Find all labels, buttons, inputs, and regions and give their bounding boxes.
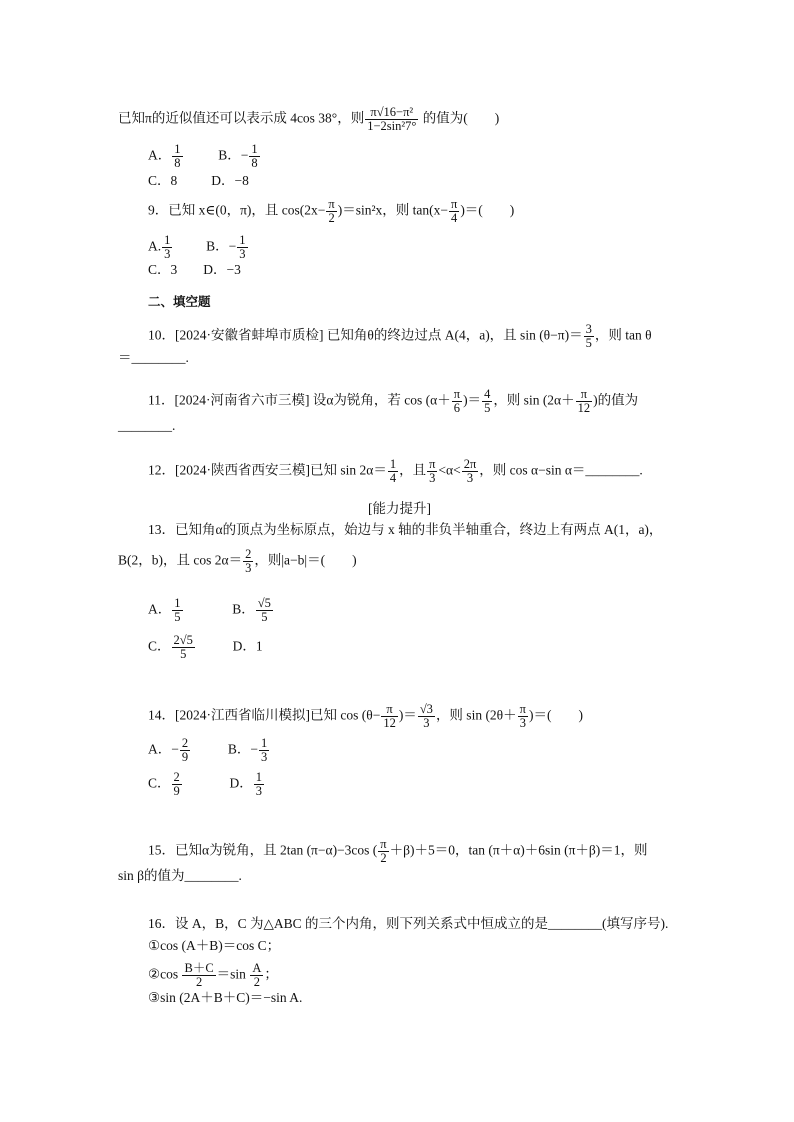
q9-stem: 9．已知 x∈(0，π)，且 cos(2x− $\frac{\pi}{2}$ )＝sin²x，则 tan(x− $\frac{\pi}{4}$ )＝( ) xyxy=(148,197,515,225)
q10-stem: 10．[2024·安徽省蚌埠市质检] 已知角θ的终边过点 A(4，a)，且 sin (θ−π)＝ $\frac{3}{5}$ ，则 tan θ xyxy=(148,322,652,350)
q16-item-2: ②cos $\frac{B+C}{2}$ ＝sin $\frac{A}{2}$ ； xyxy=(148,961,278,989)
q13-stem-line1: 13．已知角α的顶点为坐标原点，始边与 x 轴的非负半轴重合，终边上有两点 A(1，a)， xyxy=(148,522,663,537)
section-title-fill-blank: 二、填空题 xyxy=(148,294,211,309)
q14-options-cd: C． $\frac{2}{9}$ D． $\frac{1}{3}$ xyxy=(148,770,263,798)
q11-answer-line: ________. xyxy=(118,418,176,433)
q9-options-ab: A. $\frac{1}{3}$ B．− $\frac{1}{3}$ xyxy=(148,233,246,261)
q8-fraction: $\frac{\text{π√16−π²}}{\text{1−2sin²7°}}$ xyxy=(367,105,417,133)
q14-options-ab: A．− $\frac{2}{9}$ B．− $\frac{1}{3}$ xyxy=(148,736,268,764)
q16-item-1: ①cos (A＋B)＝cos C； xyxy=(148,938,281,953)
q15-answer-line: sin β的值为________. xyxy=(118,868,242,883)
q13-options-ab: A． $\frac{1}{5}$ B． $\frac{√5}{5}$ xyxy=(148,596,271,624)
section-title-ability: [能力提升] xyxy=(368,501,431,516)
q13-stem-line2: B(2，b)，且 cos 2α＝ $\frac{2}{3}$ ，则|a−b|＝( ) xyxy=(118,547,357,575)
q11-stem: 11．[2024·河南省六市三模] 设α为锐角，若 cos (α＋ $\frac{\pi}{6}$ )＝ $\frac{4}{5}$ ，则 sin (2α＋ $\frac{\pi}{12}$ )的值为 xyxy=(148,387,639,415)
q13-options-cd: C． $\frac{2√5}{5}$ D．1 xyxy=(148,633,263,661)
q12-stem: 12．[2024·陕西省西安三模]已知 sin 2α＝ $\frac{1}{4}$ ，且 $\frac{\pi}{3}$ <α< $\frac{2\pi}{3}$ ，则 cos α−sin α＝________. xyxy=(148,457,643,485)
q15-stem: 15．已知α为锐角，且 2tan (π−α)−3cos ( $\frac{\pi}{2}$ ＋β)＋5＝0，tan (π＋α)＋6sin (π＋β)＝1，则 xyxy=(148,837,648,865)
q8-stem: 已知π的近似值还可以表示成 4cos 38°，则 $\frac{\text{π√16−π²}}{\text{1−2sin²7°}}$ 的值为( ) xyxy=(118,105,500,133)
q9-options-cd: C．3 D．−3 xyxy=(148,262,241,277)
q8-options-cd: C．8 D．−8 xyxy=(148,173,249,188)
q10-answer-line: ＝________. xyxy=(118,350,189,365)
q16-stem: 16．设 A，B，C 为△ABC 的三个内角，则下列关系式中恒成立的是________(填写序号). xyxy=(148,916,669,931)
q8-options-ab: A． $\frac{1}{8}$ B．− $\frac{1}{8}$ xyxy=(148,142,258,170)
q16-item-3: ③sin (2A＋B＋C)＝−sin A. xyxy=(148,990,303,1005)
q14-stem: 14．[2024·江西省临川模拟]已知 cos (θ− $\frac{\pi}{12}$ )＝ $\frac{√3}{3}$ ，则 sin (2θ＋ $\frac{\pi}{3}$ )＝( ) xyxy=(148,702,583,730)
